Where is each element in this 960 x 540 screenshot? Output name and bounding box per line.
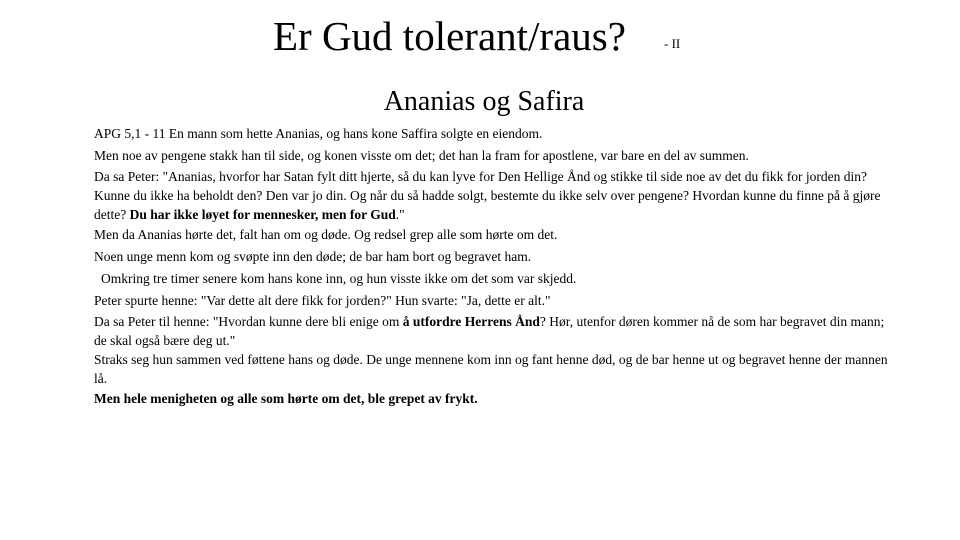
slide-subtitle: Ananias og Safira [383,86,585,117]
verse-text: Kunne du ikke ha beholdt den? Den var jo din. Og når du så hadde solgt, bestemte du ikke selv over pengene? Hvordan kunne du finne på å gjøre dette? [94,188,881,222]
emphasis-text: Men hele menigheten og alle som hørte om det, ble grepet av frykt. [94,391,478,406]
scripture-text [94,123,894,410]
verse-text: ? Hør, utenfor døren kommer nå de som har begravet din mann; de skal også bære deg ut." [94,314,885,348]
verse-text: Da sa Peter til henne: "Hvordan kunne dere bli enige om [94,314,403,329]
verse-line [94,186,894,224]
title-suffix: - II [664,36,681,51]
verse-line: Peter spurte henne: "Var dette alt dere fikk for jorden?" Hun svarte: "Ja, dette er alt." [94,293,551,308]
verse-line: Straks seg hun sammen ved føttene hans og døde. De unge mennene kom inn og fant henne død, og de bar henne ut og begravet henne der mannen lå. [94,352,888,386]
verse-line [94,312,894,350]
verse-line: Men noe av pengene stakk han til side, og konen visste om det; det han la fram for apostlene, var bare en del av summen. [94,148,749,163]
verse-line: Men da Ananias hørte det, falt han om og døde. Og redsel grep alle som hørte om det. [94,227,558,242]
verse-line: Noen unge menn kom og svøpte inn den døde; de bar ham bort og begravet ham. [94,249,532,264]
verse-line: Omkring tre timer senere kom hans kone inn, og hun visste ikke om det som var skjedd. [101,271,577,286]
emphasis-text: å utfordre Herrens Ånd [402,314,540,329]
verse-line: Da sa Peter: "Ananias, hvorfor har Satan fylt ditt hjerte, så du kan lyve for Den Hellige Ånd og stikke til side noe av det du fikk for jorden din? [94,169,867,184]
emphasis-text: Du har ikke løyet for mennesker, men for Gud [129,207,396,222]
slide-title: Er Gud tolerant/raus? [273,13,626,59]
verse-text: ." [395,207,405,222]
closing-line [94,388,894,410]
verse-line: APG 5,1 - 11 En mann som hette Ananias, og hans kone Saffira solgte en eiendom. [94,126,543,141]
